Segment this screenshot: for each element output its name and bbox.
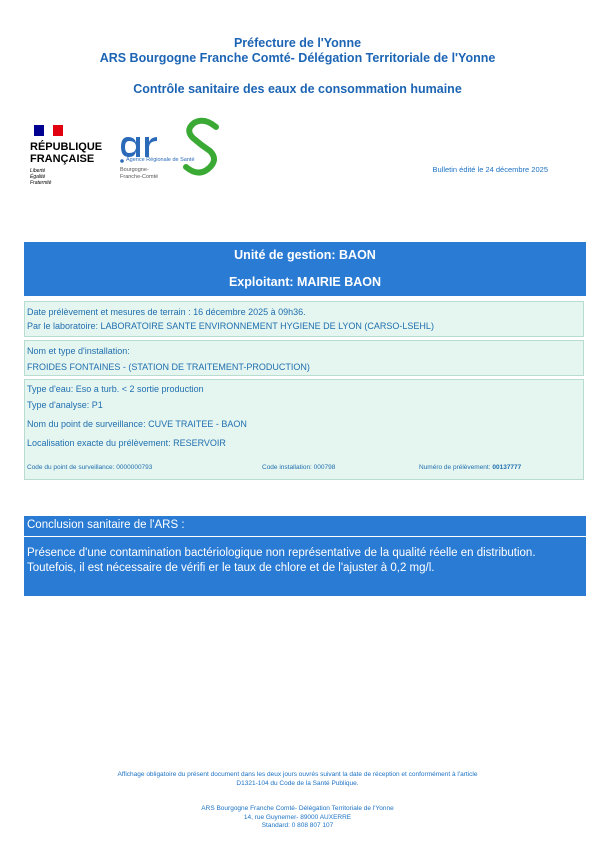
ars-address: ARS Bourgogne Franche Comté- Délégation Territoriale de l'Yonne 14, rue Guynemer- 89000 AUXERRE Standard: 0 808 807 107	[201, 805, 394, 829]
management-banner	[24, 242, 586, 296]
installation-label: Nom et type d'installation:	[27, 346, 130, 356]
surveillance-point-code: Code du point de surveillance: 0000000793	[27, 464, 153, 471]
conclusion-title: Conclusion sanitaire de l'ARS :	[24, 516, 586, 536]
bulletin-date: Bulletin édité le 24 décembre 2025	[432, 165, 548, 174]
sampling-location: Localisation exacte du prélèvement: RESERVOIR	[27, 438, 226, 448]
republique-motto: Liberté Égalité Fraternité	[30, 168, 52, 186]
sampling-info-box	[24, 301, 584, 337]
analysis-type: Type d'analyse: P1	[27, 400, 103, 410]
ars-region-label: Bourgogne- Franche-Comté	[120, 167, 159, 180]
republique-label: RÉPUBLIQUE FRANÇAISE	[30, 141, 103, 165]
display-notice: Affichage obligatoire du présent document dans les deux jours ouvrés suivant la date de réception et conformément à l'article D1321-104 du Code de la Santé Publique.	[117, 771, 478, 787]
marianne-flag-icon	[34, 125, 63, 136]
republique-francaise-logo	[30, 125, 110, 186]
conclusion-text: Présence d'une contamination bactériologique non représentative de la qualité réelle en distribution. Toutefois, il est nécessaire de vérifi er le taux de chlore et de l'ajuster à 0,2 mg/l.	[24, 537, 586, 596]
surveillance-point: Nom du point de surveillance: CUVE TRAITEE - BAON	[27, 419, 247, 429]
installation-box	[24, 340, 584, 376]
ars-heading: ARS Bourgogne Franche Comté- Délégation Territoriale de l'Yonne	[99, 51, 496, 65]
laboratory: Par le laboratoire: LABORATOIRE SANTE ENVIRONNEMENT HYGIENE DE LYON (CARSO-LSEHL)	[27, 321, 434, 331]
ars-logo	[118, 115, 228, 190]
sample-number: Numéro de prélèvement: 00137777	[419, 464, 522, 471]
unite-gestion: Unité de gestion: BAON	[234, 248, 376, 262]
installation-value: FROIDES FONTAINES - (STATION DE TRAITEMENT-PRODUCTION)	[27, 362, 310, 372]
installation-code: Code installation: 000798	[262, 464, 336, 471]
water-type: Type d'eau: Eso a turb. < 2 sortie production	[27, 384, 204, 394]
analysis-details-box	[24, 379, 584, 480]
ars-agency-label: Agence Régionale de Santé	[126, 157, 195, 163]
sampling-date: Date prélèvement et mesures de terrain : 16 décembre 2025 à 09h36.	[27, 307, 306, 317]
document-title: Contrôle sanitaire des eaux de consommation humaine	[133, 82, 462, 96]
prefecture-heading: Préfecture de l'Yonne	[233, 36, 362, 50]
exploitant: Exploitant: MAIRIE BAON	[228, 275, 382, 289]
